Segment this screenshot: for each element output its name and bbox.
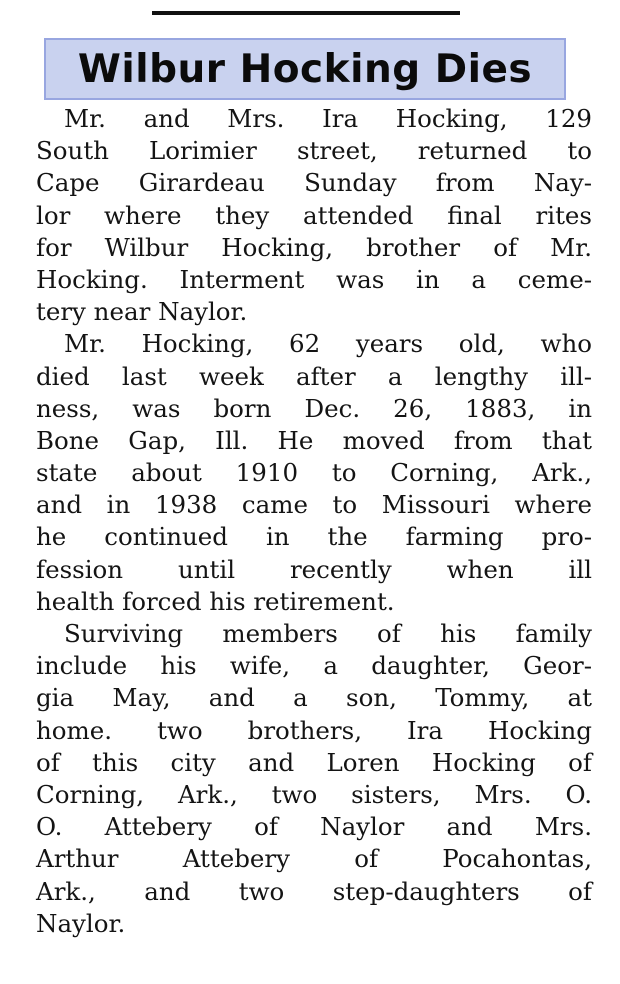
text-line: Naylor. <box>36 908 126 938</box>
text-line: include his wife, a daughter, Geor- <box>36 651 592 681</box>
text-line: Arthur Attebery of Pocahontas, <box>36 844 592 874</box>
text-line: and in 1938 came to Missouri where <box>36 490 592 520</box>
text-line: O. Attebery of Naylor and Mrs. <box>36 812 592 842</box>
text-line: he continued in the farming pro- <box>36 522 592 552</box>
text-line: for Wilbur Hocking, brother of Mr. <box>36 232 592 262</box>
text-line: health forced his retirement. <box>36 586 395 616</box>
text-line: South Lorimier street, returned to <box>36 136 592 166</box>
text-line: lor where they attended final rites <box>36 200 592 230</box>
headline-highlight-box <box>44 38 566 100</box>
text-line: Hocking. Interment was in a ceme- <box>36 264 592 294</box>
text-line: Mr. Hocking, 62 years old, who <box>64 329 592 359</box>
article-body <box>36 103 592 940</box>
paragraph-1 <box>36 103 592 328</box>
text-line: died last week after a lengthy ill- <box>36 361 592 391</box>
text-line: fession until recently when ill <box>36 554 592 584</box>
text-line: tery near Naylor. <box>36 297 248 327</box>
text-line: Surviving members of his family <box>64 619 592 648</box>
text-line: ness, was born Dec. 26, 1883, in <box>36 393 592 423</box>
text-line: Mr. and Mrs. Ira Hocking, 129 <box>64 104 592 133</box>
text-line: of this city and Loren Hocking of <box>36 747 592 777</box>
text-line: home. two brothers, Ira Hocking <box>36 715 592 745</box>
text-line: state about 1910 to Corning, Ark., <box>36 458 592 488</box>
top-divider-rule <box>152 11 460 15</box>
text-line: Ark., and two step-daughters of <box>36 876 592 906</box>
headline: Wilbur Hocking Dies <box>77 46 533 92</box>
paragraph-2 <box>36 328 592 618</box>
text-line: Corning, Ark., two sisters, Mrs. O. <box>36 779 592 809</box>
text-line: Cape Girardeau Sunday from Nay- <box>36 168 592 198</box>
text-line: Bone Gap, Ill. He moved from that <box>36 425 592 455</box>
text-line: gia May, and a son, Tommy, at <box>36 683 592 713</box>
paragraph-3 <box>36 618 592 940</box>
